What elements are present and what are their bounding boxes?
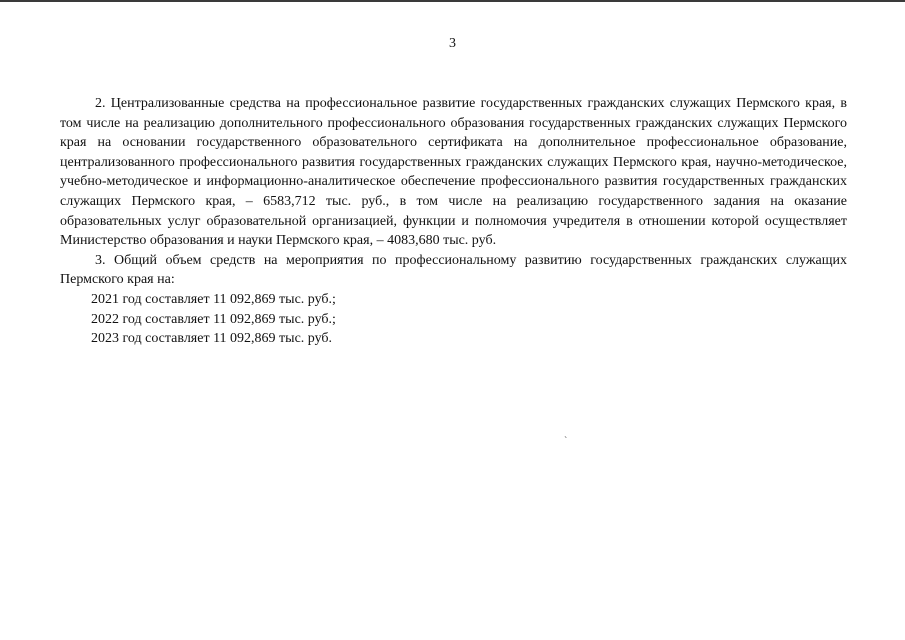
document-body <box>60 94 847 349</box>
paragraph-2: 2. Централизованные средства на профессиональное развитие государственных гражданских служащих Пермского края, в том числе на реализацию дополнительного профессионального образования государственных гражданских служащих Пермского края на основании государственного образовательного сертификата на дополнительное профессиональное образование, централизованного профессионального развития государственных гражданских служащих Пермского края, научно-методическое, учебно-методическое и информационно-аналитическое обеспечение профессионального развития государственных гражданских служащих Пермского края, – 6583,712 тыс. руб., в том числе на реализацию государственного задания на оказание образовательных услуг образовательной организацией, функции и полномочия учредителя в отношении которой осуществляет Министерство образования и науки Пермского края, – 4083,680 тыс. руб. <box>60 96 847 249</box>
top-border-line <box>0 0 905 2</box>
year-line-2021: 2021 год составляет 11 092,869 тыс. руб.; <box>91 291 336 307</box>
stray-mark: ` <box>564 436 568 447</box>
year-line-2022: 2022 год составляет 11 092,869 тыс. руб.; <box>91 311 336 327</box>
page-number: 3 <box>449 36 456 51</box>
year-line-2023: 2023 год составляет 11 092,869 тыс. руб. <box>91 331 333 347</box>
paragraph-3: 3. Общий объем средств на мероприятия по профессиональному развитию государственных гражданских служащих Пермского края на: <box>60 252 847 288</box>
